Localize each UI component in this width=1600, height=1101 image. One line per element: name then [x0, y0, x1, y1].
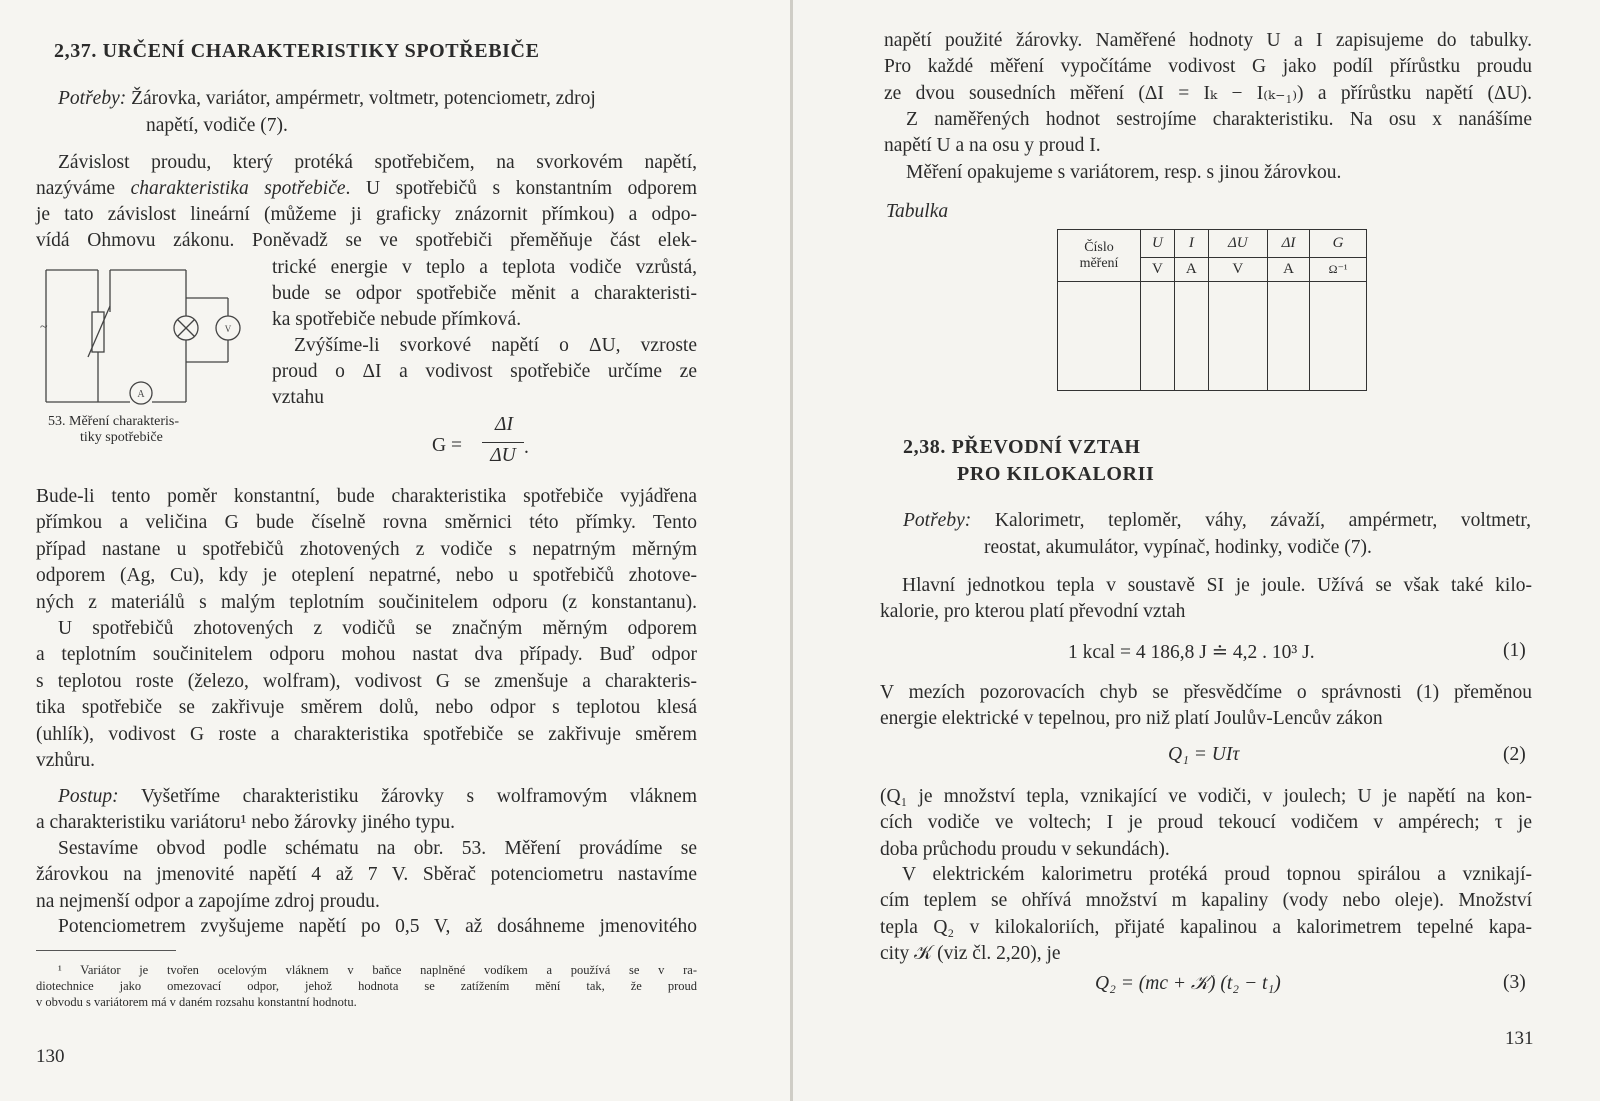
equation-2: Q₁ = UIτ	[1168, 744, 1240, 765]
table-label: Tabulka	[886, 201, 949, 222]
footnote: ¹ Variátor je tvořen ocelovým vláknem v baňce naplněné vodíkem a používá se v ra- diotechnice jako omezovací odpor, jehož hodnota se zatížením mění tak, že proud v obvodu s variátorem má v daném rozsahu konstantní hodnotu.	[36, 963, 697, 1009]
needs-label: Potřeby:	[58, 88, 127, 109]
figure-caption-line2: tiky spotřebiče	[80, 430, 163, 445]
unit-dI: A	[1267, 258, 1309, 282]
fraction-bar	[482, 442, 524, 443]
para-legend: (Q₁ je množství tepla, vznikající ve vodiči, v joulech; U je napětí na kon- cích vodiče ve voltech; I je proud tekoucí vodičem v ampérech; τ je doba průchodu proudu v sekundách).	[880, 786, 1532, 860]
needs-block-2: Potřeby: Kalorimetr, teploměr, váhy, závaží, ampérmetr, voltmetr,	[903, 510, 1532, 531]
para-linear: Bude-li tento poměr konstantní, bude charakteristika spotřebiče vyjádřena přímkou a veličina G bude číselně rovna směrnici této přímky. Tento případ nastane u spotřebičů zhotovených z vodiče s nepatrným měrným odporem (Ag, Cu), kdy je oteplení nepatrné, nebo u spotřebičů zhotove- ných z materiálů s malým teplotním součinitelem odporu (z konstantanu).	[36, 486, 697, 613]
source-symbol: ~	[40, 320, 48, 335]
increase-line3: vztahu	[272, 387, 324, 408]
para-potentiometer: Potenciometrem zvyšujeme napětí po 0,5 V, až dosáhneme jmenovitého	[58, 916, 697, 937]
intro-line2: nazýváme charakteristika spotřebiče. U spotřebičů s konstantním odporem	[36, 178, 697, 199]
header-I: I	[1174, 230, 1208, 258]
equation-1-number: (1)	[1503, 640, 1526, 661]
needs-text-line1: Žárovka, variátor, ampérmetr, voltmetr, potenciometr, zdroj	[131, 88, 596, 109]
measurement-table	[1057, 229, 1367, 391]
unit-U: V	[1141, 258, 1175, 282]
equation-3-number: (3)	[1503, 972, 1526, 993]
page-number-right: 131	[1505, 1028, 1534, 1049]
unit-I: A	[1174, 258, 1208, 282]
figure-caption-line1: 53. Měření charakteris-	[48, 414, 179, 429]
para-repeat: Měření opakujeme s variátorem, resp. s jinou žárovkou.	[906, 162, 1342, 183]
needs-text-2-line2: reostat, akumulátor, vypínač, hodinky, vodiče (7).	[984, 537, 1372, 558]
para-graph: Z naměřených hodnot sestrojíme charakteristiku. Na osu x nanášíme napětí U a na osu y proud I.	[884, 109, 1532, 157]
section-heading-2-37: 2,37. URČENÍ CHARAKTERISTIKY SPOTŘEBIČE	[54, 40, 540, 62]
header-U: U	[1141, 230, 1175, 258]
increase-line2: proud o ΔI a vodivost spotřebiče určíme ze	[272, 361, 697, 382]
header-dU: ΔU	[1208, 230, 1267, 258]
para-assembly: Sestavíme obvod podle schématu na obr. 53. Měření provádíme se žárovkou na jmenovité napětí 4 až 7 V. Sběrač potenciometru nastavíme na nejmenší odpor a zapojíme zdroj proudu.	[36, 838, 697, 912]
para-verify: V mezích pozorovacích chyb se přesvědčíme o správnosti (1) přeměnou energie elektrické v tepelnou, pro niž platí Joulův-Lencův zákon	[880, 682, 1532, 730]
footnote-rule	[36, 950, 176, 951]
increase-line1: Zvýšíme-li svorkové napětí o ΔU, vzroste	[294, 335, 697, 356]
header-dI: ΔI	[1267, 230, 1309, 258]
voltmeter-label: V	[224, 324, 232, 334]
para-nonlinear: U spotřebičů zhotovených z vodičů se značným měrným odporem a teplotním součinitelem odporu mohou nastat dva případy. Buď odpor s teplotou roste (železo, wolfram), vodivost G se zmenšuje a charakteris- tika spotřebiče se zakřivuje směrem dolů, nebo odpor s teplotou klesá (uhlík), vodivost G roste a charakteristika spotřebiče se zakřivuje směrem vzhůru.	[36, 618, 697, 772]
para-continuation: napětí použité žárovky. Naměřené hodnoty U a I zapisujeme do tabulky. Pro každé měření vypočítáme vodivost G jako podíl přírůstku proudu ze dvou sousedních měření (ΔI = Iₖ − I₍ₖ₋₁₎) a přírůstku napětí (ΔU).	[884, 30, 1532, 104]
formula-numerator: ΔI	[495, 414, 513, 435]
equation-2-number: (2)	[1503, 744, 1526, 765]
formula-lhs: G =	[432, 435, 462, 456]
para-si-unit: Hlavní jednotkou tepla v soustavě SI je joule. Užívá se však také kilo- kalorie, pro kterou platí převodní vztah	[880, 575, 1532, 623]
wrap-line-2: bude se odpor spotřebiče měnit a charakteristi-	[272, 283, 697, 304]
circuit-diagram	[30, 262, 260, 412]
left-page	[0, 0, 790, 1101]
intro-line3: je tato závislost lineární (můžeme ji graficky znázornit přímkou) a odpo-	[36, 204, 697, 225]
unit-dU: V	[1208, 258, 1267, 282]
procedure-label: Postup:	[58, 786, 119, 807]
unit-G: Ω⁻¹	[1310, 258, 1367, 282]
formula-period: .	[524, 437, 529, 458]
term-charakteristika: charakteristika spotřebiče	[130, 178, 346, 199]
needs-label-2: Potřeby:	[903, 510, 972, 531]
header-G: G	[1310, 230, 1367, 258]
wrap-line-3: ka spotřebiče nebude přímková.	[272, 309, 522, 330]
intro-line4: vídá Ohmovu zákonu. Poněvadž se ve spotřebiči přeměňuje část elek-	[36, 230, 697, 251]
table-empty-row	[1058, 282, 1367, 391]
section-heading-2-38-line2: PRO KILOKALORII	[957, 463, 1155, 485]
section-heading-2-38-line1: 2,38. PŘEVODNÍ VZTAH	[903, 436, 1141, 458]
right-page	[793, 0, 1600, 1101]
para-calorimeter: V elektrickém kalorimetru protéká proud topnou spirálou a vznikají- cím teplem se ohřívá množství m kapaliny (vody nebo oleje). Množství tepla Q₂ v kilokaloriích, přijaté kapalinou a kalorimetrem tepelné kapa- city 𝒦 (viz čl. 2,20), je	[880, 864, 1532, 965]
ammeter-label: A	[137, 389, 145, 400]
equation-3: Q₂ = (mc + 𝒦) (t₂ − t₁)	[1095, 973, 1281, 994]
needs-block	[58, 86, 698, 112]
needs-text-line2: napětí, vodiče (7).	[146, 115, 288, 136]
page-number-left: 130	[36, 1046, 65, 1067]
col-header-measurement: Číslo měření	[1058, 230, 1141, 282]
equation-1: 1 kcal = 4 186,8 J ≐ 4,2 . 10³ J.	[1068, 642, 1315, 663]
formula-denominator: ΔU	[490, 445, 516, 466]
para-procedure: Postup: Vyšetříme charakteristiku žárovky s wolframovým vláknem a charakteristiku variátoru¹ nebo žárovky jiného typu.	[36, 786, 698, 834]
wrap-line-1: trické energie v teplo a teplota vodiče vzrůstá,	[272, 257, 697, 278]
intro-line1: Závislost proudu, který protéká spotřebičem, na svorkovém napětí,	[58, 152, 697, 173]
